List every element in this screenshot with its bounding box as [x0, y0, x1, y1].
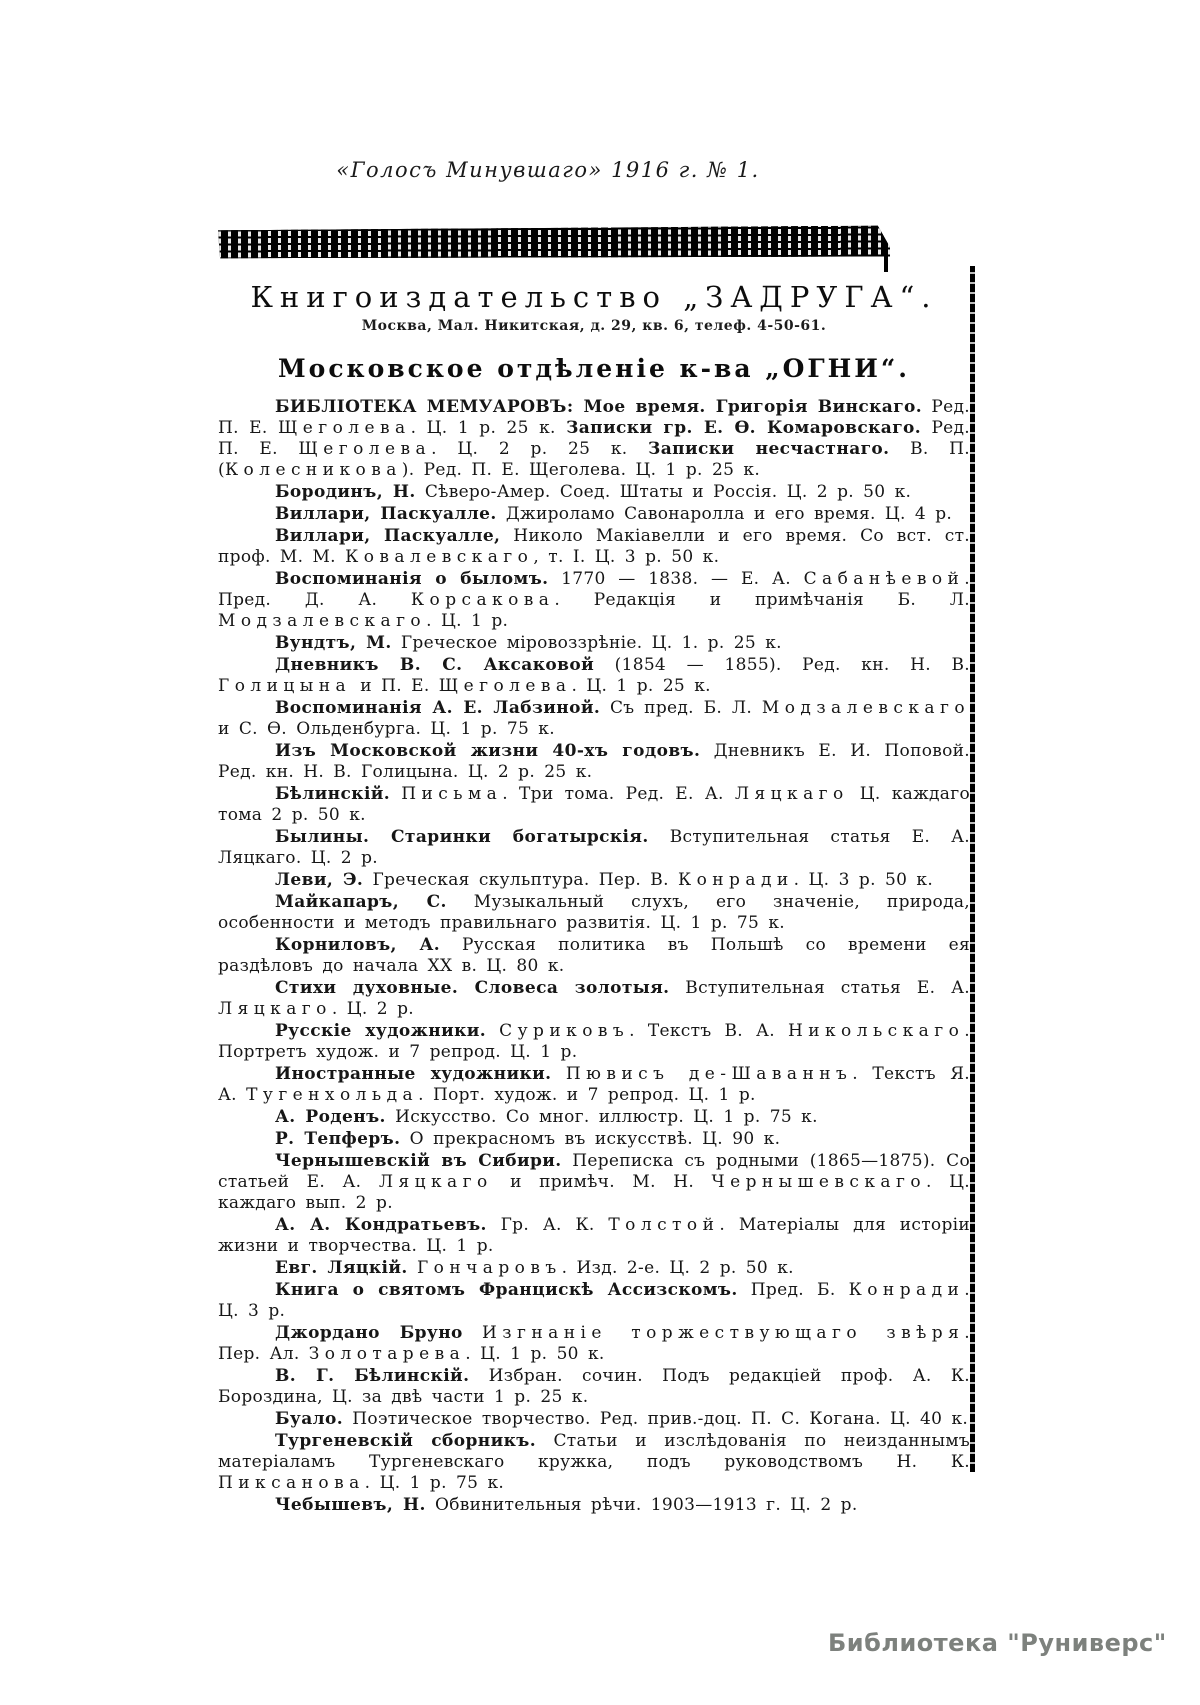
entry-segment-plain: . Ц. 3 р.: [218, 1280, 970, 1321]
entry-segment-plain: . Изд. 2-е. Ц. 2 р. 50 к.: [561, 1258, 794, 1278]
book-entry: [218, 482, 970, 503]
entry-segment-plain: Переписка съ родными (1865—1875). Со статьей Е. А.: [218, 1151, 970, 1192]
entry-segment-spaced: Ковалевскаго: [345, 547, 534, 567]
entry-segment-spaced: Золотарева: [308, 1344, 466, 1364]
entry-segment-plain: . Порт. худож. и 7 репрод. Ц. 1 р.: [418, 1085, 756, 1105]
book-entry: [218, 1021, 970, 1063]
entry-segment-plain: Джироламо Савонаролла и его время. Ц. 4 р.: [496, 504, 953, 524]
entry-segment-spaced: Письма: [401, 784, 503, 804]
book-entry: [218, 741, 970, 783]
entry-segment-bold: Воспоминанія о быломъ.: [275, 569, 549, 589]
entry-segment-plain: Греческая скульптура. Пер. В.: [363, 870, 679, 890]
book-entry: [218, 1366, 970, 1408]
book-entry: [218, 1495, 970, 1516]
book-entry: [218, 935, 970, 977]
entry-segment-bold: Леви, Э.: [275, 870, 364, 890]
entry-segment-bold: А. А. Кондратьевъ.: [275, 1215, 487, 1235]
entry-segment-plain: . Редакція и примѣчанія Б. Л.: [554, 590, 970, 610]
branch-title: Московское отдѣленіе к-ва „ОГНИ“.: [277, 354, 911, 383]
entry-segment-plain: . Ц. 2 р.: [331, 999, 414, 1019]
entry-segment-bold: Вундтъ, М.: [275, 633, 392, 653]
entry-segment-plain: и С. Ѳ. Ольденбурга. Ц. 1 р. 75 к.: [218, 719, 555, 739]
publisher-address: Москва, Мал. Никитская, д. 29, кв. 6, телеф. 4-50-61.: [361, 318, 827, 334]
entry-segment-plain: . Текстъ Я. А.: [218, 1064, 970, 1105]
entry-segment-bold: Евг. Ляцкій.: [275, 1258, 408, 1278]
entry-segment-plain: Греческое міровоззрѣніе. Ц. 1. р. 25 к.: [391, 633, 782, 653]
book-entry: [218, 397, 970, 481]
entry-segment-plain: , т. I. Ц. 3 р. 50 к.: [533, 547, 720, 567]
entry-segment-bold: Бѣлинскій.: [275, 784, 391, 804]
entry-segment-spaced: Ляцкаго: [218, 999, 332, 1019]
entry-segment-bold: Виллари, Паскуалле,: [275, 526, 501, 546]
book-entry: [218, 698, 970, 740]
entry-segment-plain: . Три тома. Ред. Е. А.: [502, 784, 735, 804]
entry-segment-plain: Ред. П. Е.: [218, 397, 970, 438]
entry-segment-plain: Ред. П. Е.: [218, 418, 971, 459]
entry-segment-bold: Чебышевъ, Н.: [275, 1495, 426, 1515]
entry-segment-bold: Стихи духовные. Словеса золотыя.: [275, 978, 670, 998]
entry-segment-spaced: Ляцкаго: [378, 1172, 493, 1192]
entry-segment-bold: Корниловъ, А.: [275, 935, 441, 955]
book-entry: [218, 569, 970, 632]
entry-segment-bold: Джордано Бруно: [275, 1323, 463, 1343]
entry-segment-plain: 1770 — 1838. — Е. А.: [548, 569, 804, 589]
entry-segment-plain: . Ц. 1 р. 50 к.: [465, 1344, 605, 1364]
entry-segment-plain: [551, 1064, 565, 1084]
entry-segment-spaced: Пювисъ де-Шаваннъ: [565, 1064, 853, 1084]
entry-segment-spaced: Конради: [678, 870, 794, 890]
entry-segment-bold: Былины. Старинки богатырскія.: [275, 827, 649, 847]
entry-segment-spaced: Конради: [848, 1280, 965, 1300]
entry-segment-bold: Русскіе художники.: [275, 1021, 487, 1041]
entry-segment-spaced: Тугенхольда: [246, 1085, 419, 1105]
publisher-title: Книгоиздательство „ЗАДРУГА“.: [250, 280, 938, 314]
entry-segment-plain: . Ц. 1 р.: [426, 611, 509, 631]
entry-segment-plain: и П. Е.: [351, 676, 439, 696]
entry-segment-plain: . Ц. 1 р. 75 к.: [364, 1473, 505, 1493]
advertisement-content: [218, 268, 970, 1517]
entry-segment-plain: . Текстъ В. А.: [629, 1021, 788, 1041]
entry-segment-spaced: Ляцкаго: [734, 784, 849, 804]
entry-segment-plain: Избран. сочин. Подъ редакціей проф. А. К. Бороздина, Ц. за двѣ части 1 р. 25 к.: [218, 1366, 970, 1407]
entry-segment-bold: Р. Тепферъ.: [275, 1129, 401, 1149]
entry-segment-plain: . Ц. каждаго вып. 2 р.: [218, 1172, 970, 1213]
book-entry: [218, 633, 970, 654]
entry-segment-plain: Съ пред. Б. Л.: [600, 698, 762, 718]
entry-segment-bold: Дневникъ В. С. Аксаковой: [275, 655, 595, 675]
entry-segment-plain: [390, 784, 401, 804]
entry-segment-plain: . Ц. 2 р. 25 к.: [431, 439, 649, 459]
entry-segment-plain: . Пер. Ал.: [218, 1323, 970, 1364]
entry-segment-bold: Записки гр. Е. Ѳ. Комаровскаго.: [566, 418, 922, 438]
entry-segment-spaced: Никольскаго: [787, 1021, 965, 1041]
book-entry: [218, 1107, 970, 1128]
book-entry: [218, 784, 970, 826]
entry-segment-plain: . Портретъ худож. и 7 репрод. Ц. 1 р.: [218, 1021, 970, 1062]
entry-segment-plain: Обвинительныя рѣчи. 1903—1913 г. Ц. 2 р.: [425, 1495, 858, 1515]
entry-segment-plain: ). Ред. П. Е. Щеголева. Ц. 1 р. 25 к.: [401, 460, 761, 480]
entry-segment-bold: В. Г. Бѣлинскій.: [275, 1366, 470, 1386]
entry-segment-plain: Вступительная статья Е. А. Ляцкаго. Ц. 2 р.: [218, 827, 971, 868]
journal-header: «Голосъ Минувшаго» 1916 г. № 1.: [336, 158, 760, 182]
halftone-band: [218, 226, 890, 260]
book-entry: [218, 1258, 970, 1279]
entry-segment-spaced: Изгнаніе торжествующаго звѣря: [482, 1323, 965, 1343]
entry-segment-spaced: Модзалевскаго: [761, 698, 970, 718]
entry-segment-spaced: Модзалевскаго: [218, 611, 427, 631]
entry-segment-plain: Вступительная статья Е. А.: [669, 978, 970, 998]
entry-segment-bold: Воспоминанія А. Е. Лабзиной.: [275, 698, 601, 718]
book-entry: [218, 526, 970, 568]
book-entry: [218, 1064, 970, 1106]
entry-segment-plain: Русская политика въ Польшѣ со времени ея раздѣловъ до начала XX в. Ц. 80 к.: [218, 935, 970, 976]
book-entry: [218, 1151, 970, 1214]
runiverse-watermark: Библиотека "Руниверс": [828, 1629, 1167, 1657]
entry-segment-bold: Тургеневскій сборникъ.: [275, 1431, 537, 1451]
entry-segment-spaced: Голицына: [218, 676, 352, 696]
book-entry: [218, 504, 970, 525]
book-entry: [218, 1280, 970, 1322]
entry-segment-plain: Музыкальный слухъ, его значеніе, природа, особенности и методъ правильнаго развитія. Ц. 1 р. 75 к.: [218, 892, 971, 933]
entry-segment-plain: [408, 1258, 417, 1278]
entry-segment-plain: . Пред. Д. А.: [218, 569, 970, 610]
entry-segment-bold: Книга о святомъ Францискѣ Ассизскомъ.: [275, 1280, 738, 1300]
entry-segment-plain: Поэтическое творчество. Ред. прив.-доц. П. С. Когана. Ц. 40 к.: [343, 1409, 969, 1429]
entry-segment-spaced: Щеголева: [438, 676, 572, 696]
entry-segment-bold: Виллари, Паскуалле.: [275, 504, 497, 524]
entry-segment-bold: БИБЛІОТЕКА МЕМУАРОВЪ: Мое время. Григорія Винскаго.: [275, 397, 923, 417]
entry-segment-plain: О прекрасномъ въ искусствѣ. Ц. 90 к.: [400, 1129, 781, 1149]
entry-segment-plain: Николо Макіавелли и его время. Со вст. ст. проф. М. М.: [218, 526, 970, 567]
entry-segment-spaced: Пиксанова: [218, 1473, 365, 1493]
entry-segment-bold: Майкапаръ, С.: [275, 892, 447, 912]
book-entry: [218, 1323, 970, 1365]
entry-segment-plain: Дневникъ Е. И. Поповой. Ред. кн. Н. В. Голицына. Ц. 2 р. 25 к.: [218, 741, 970, 782]
entry-segment-bold: Иностранные художники.: [275, 1064, 552, 1084]
entry-segment-bold: Записки несчастнаго.: [648, 439, 890, 459]
entry-segment-spaced: Корсакова: [410, 590, 555, 610]
entry-segment-spaced: Колесникова: [224, 460, 402, 480]
book-entry: [218, 892, 970, 934]
entry-segment-spaced: Сабанѣевой: [803, 569, 965, 589]
entry-segment-plain: Гр. А. К.: [486, 1215, 609, 1235]
entry-segment-plain: Сѣверо-Амер. Соед. Штаты и Россія. Ц. 2 р. 50 к.: [415, 482, 912, 502]
entry-segment-bold: Чернышевскій въ Сибири.: [275, 1151, 562, 1171]
entry-segment-bold: А. Роденъ.: [275, 1107, 386, 1127]
entry-segment-plain: Ц. каждаго тома 2 р. 50 к.: [218, 784, 970, 825]
page-edge-line: [970, 266, 975, 1472]
book-entry: [218, 1129, 970, 1150]
entry-segment-spaced: Щеголева: [298, 439, 432, 459]
entry-segment-plain: . Матеріалы для исторіи жизни и творчества. Ц. 1 р.: [218, 1215, 970, 1256]
book-entry: [218, 978, 970, 1020]
entry-segment-plain: . Ц. 1 р. 25 к.: [410, 418, 567, 438]
entry-segment-spaced: Щеголева: [277, 418, 411, 438]
book-entry: [218, 1409, 970, 1430]
entry-segment-plain: Искусство. Со мног. иллюстр. Ц. 1 р. 75 к.: [385, 1107, 818, 1127]
entry-segment-plain: [463, 1323, 482, 1343]
entry-segment-plain: . Ц. 3 р. 50 к.: [793, 870, 934, 890]
entry-segment-plain: и примѣч. М. Н.: [492, 1172, 712, 1192]
entry-segment-spaced: Суриковъ: [499, 1021, 630, 1041]
entry-segment-plain: . Ц. 1 р. 25 к.: [571, 676, 711, 696]
entry-segment-spaced: Гончаровъ: [416, 1258, 562, 1278]
entry-segment-spaced: Чернышевскаго: [711, 1172, 927, 1192]
book-entry: [218, 1431, 970, 1494]
entry-segment-spaced: Толстой: [608, 1215, 720, 1235]
book-list: [218, 397, 970, 1516]
entry-segment-bold: Бородинъ, Н.: [275, 482, 416, 502]
entry-segment-plain: (1854 — 1855). Ред. кн. Н. В.: [594, 655, 970, 675]
book-entry: [218, 870, 970, 891]
entry-segment-plain: В. П. (: [218, 439, 970, 480]
book-entry: [218, 655, 970, 697]
entry-segment-bold: Изъ Московской жизни 40-хъ годовъ.: [275, 741, 701, 761]
book-entry: [218, 827, 970, 869]
entry-segment-plain: Пред. Б.: [737, 1280, 849, 1300]
entry-segment-plain: Статьи и изслѣдованія по неизданнымъ матеріаламъ Тургеневскаго кружка, подъ руководствомъ Н. К.: [218, 1431, 970, 1472]
book-entry: [218, 1215, 970, 1257]
entry-segment-bold: Буало.: [275, 1409, 344, 1429]
entry-segment-plain: [486, 1021, 499, 1041]
